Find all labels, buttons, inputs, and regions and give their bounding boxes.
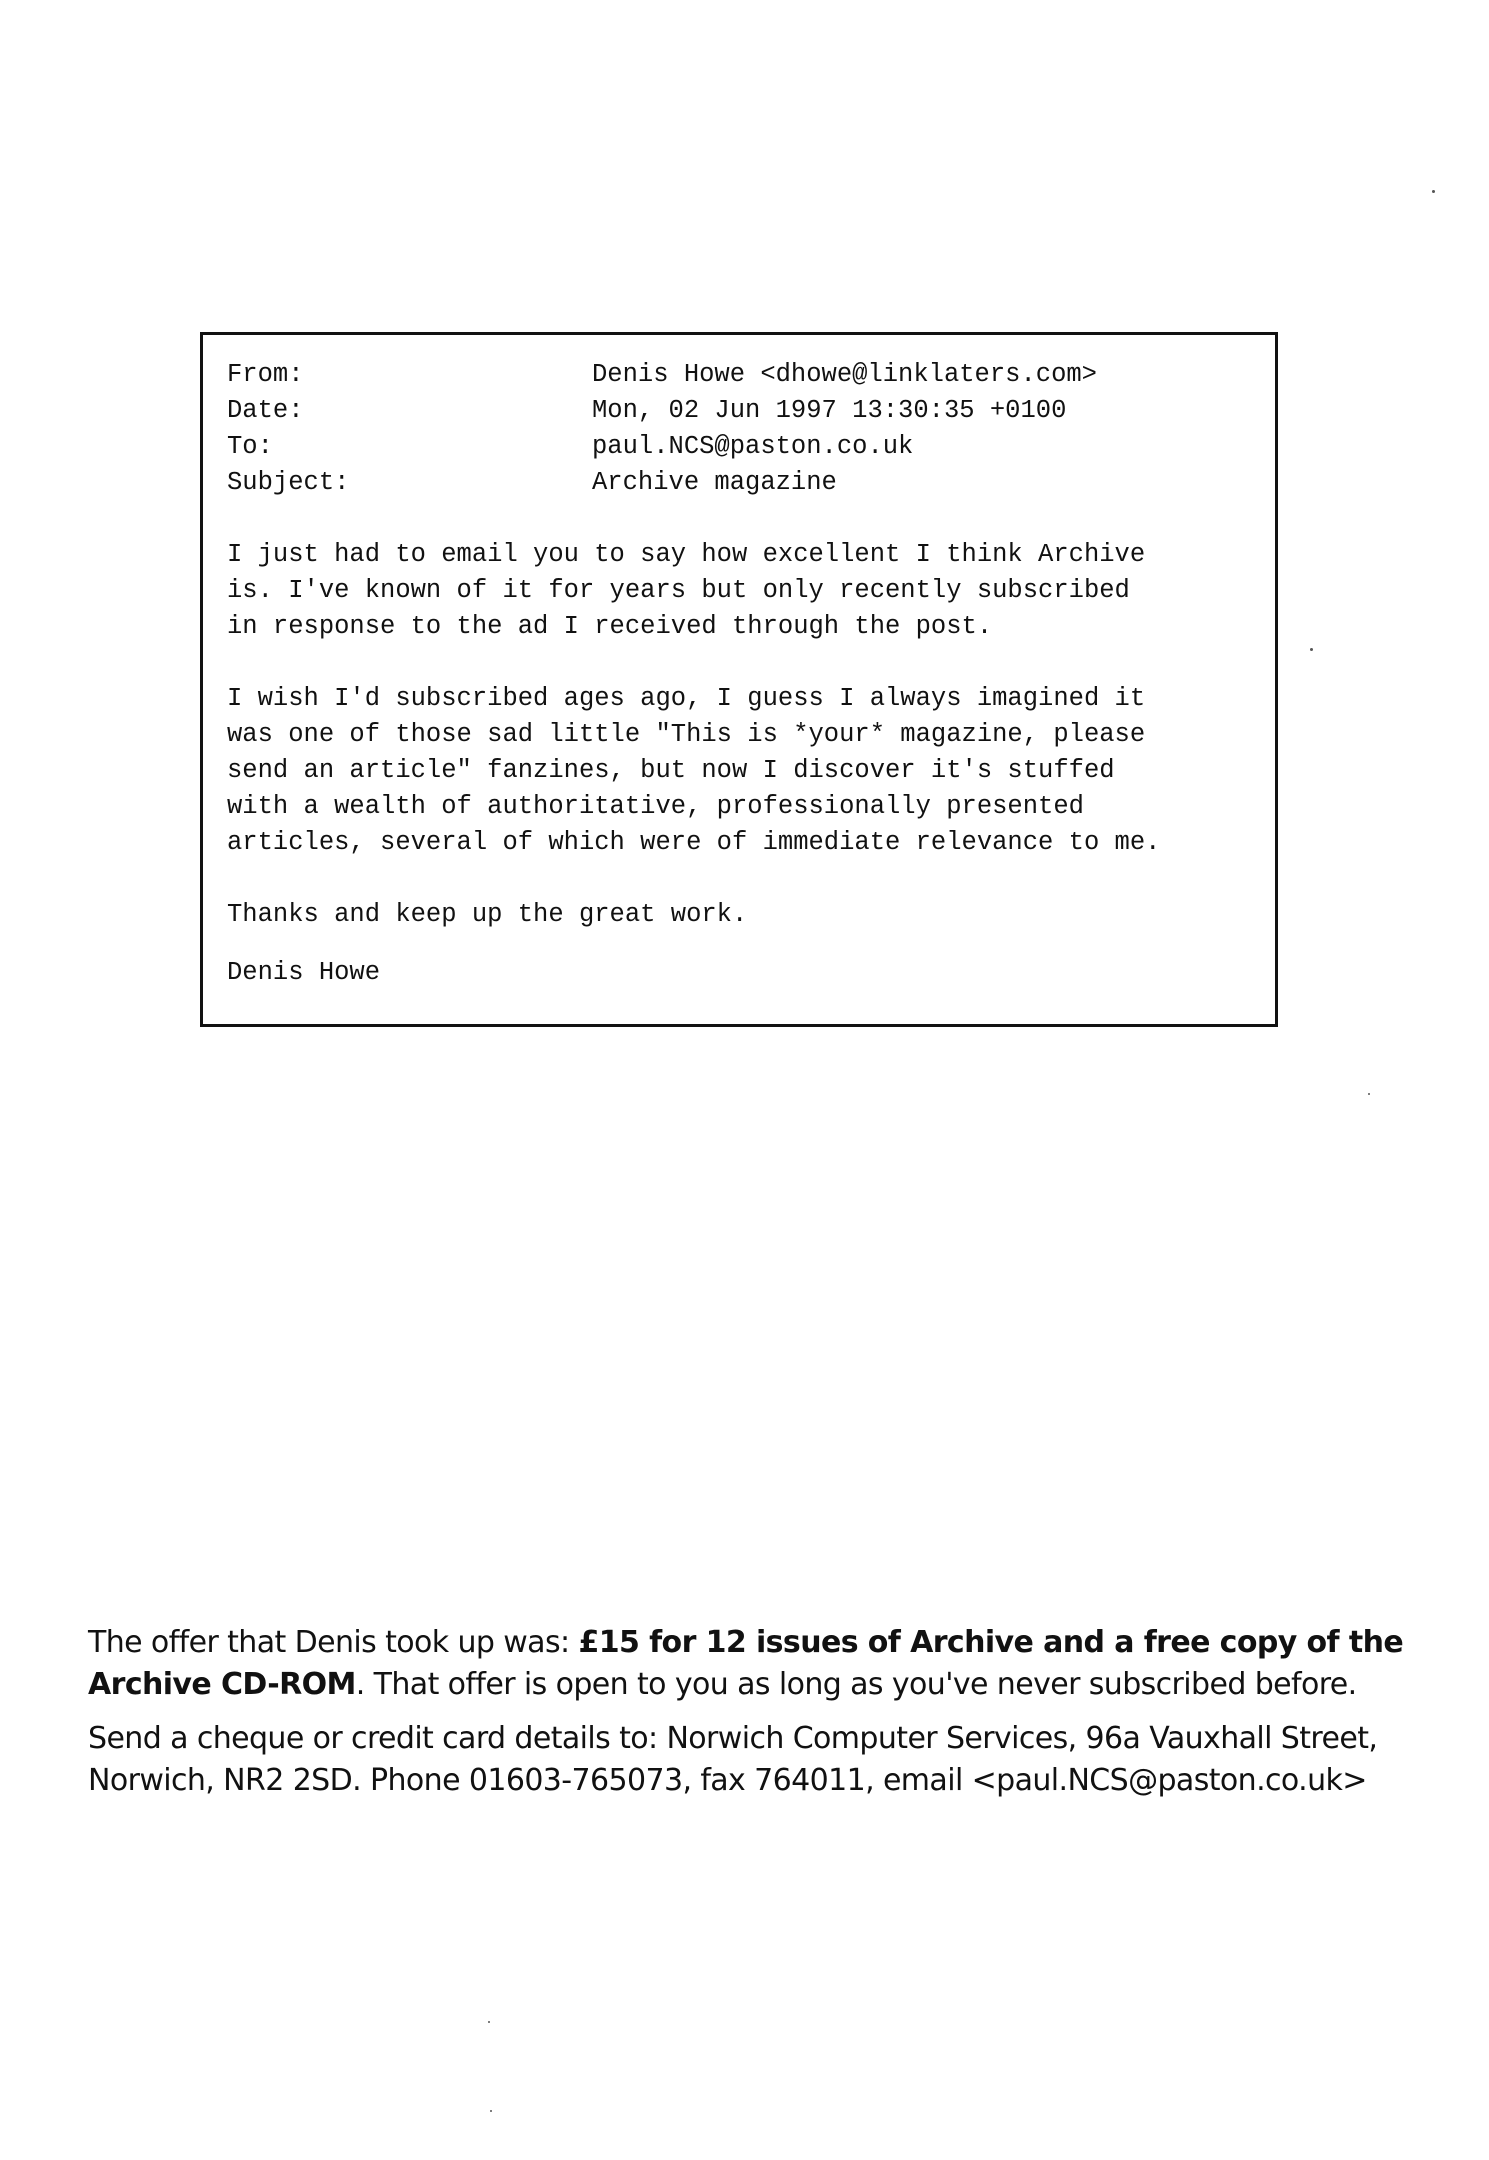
scan-speck — [488, 2021, 490, 2023]
offer-intro: The offer that Denis took up was: — [88, 1625, 579, 1660]
header-row-date — [227, 393, 1275, 429]
contact-paragraph: Send a cheque or credit card details to: Norwich Computer Services, 96a Vauxhall Street, Norwich, NR2 2SD. Phone 01603-765073, fax 764011, email <paul.NCS@paston.co.uk> — [88, 1721, 1378, 1798]
email-paragraph-3: Thanks and keep up the great work. — [227, 900, 748, 929]
header-value: Archive magazine — [592, 468, 837, 497]
header-key: From: — [227, 360, 304, 389]
header-row-from — [227, 357, 1275, 393]
header-key: Date: — [227, 396, 304, 425]
header-value: paul.NCS@paston.co.uk — [592, 432, 914, 461]
email-paragraph-2: I wish I'd subscribed ages ago, I guess I always imagined it was one of those sad little "This is *your* magazine, please send an article" fanzines, but now I discover it's stuffed with a wealth of authoritative, professionally presented articles, several of which were of immediate relevance to me. — [227, 684, 1161, 857]
header-value: Mon, 02 Jun 1997 13:30:35 +0100 — [592, 396, 1067, 425]
email-signature: Denis Howe — [227, 958, 381, 987]
header-key: Subject: — [227, 468, 350, 497]
offer-highlight: £15 for 12 issues of Archive and a free copy of the Archive CD-ROM — [88, 1625, 1404, 1702]
subscription-offer — [88, 1622, 1428, 1814]
offer-terms: . That offer is open to you as long as you've never subscribed before. — [355, 1667, 1357, 1702]
scan-speck — [1432, 190, 1435, 193]
email-headers — [227, 357, 1275, 501]
scan-speck — [490, 2110, 492, 2112]
header-row-subject — [227, 465, 1275, 501]
offer-paragraph — [88, 1622, 1428, 1706]
scan-speck — [1368, 1093, 1370, 1095]
email-paragraph-1: I just had to email you to say how excellent I think Archive is. I've known of it for years but only recently subscribed in response to the ad I received through the post. — [227, 540, 1146, 641]
header-value: Denis Howe <dhowe@linklaters.com> — [592, 360, 1097, 389]
email-printout — [200, 332, 1278, 1027]
header-key: To: — [227, 432, 273, 461]
scan-speck — [1310, 648, 1313, 651]
header-row-to — [227, 429, 1275, 465]
